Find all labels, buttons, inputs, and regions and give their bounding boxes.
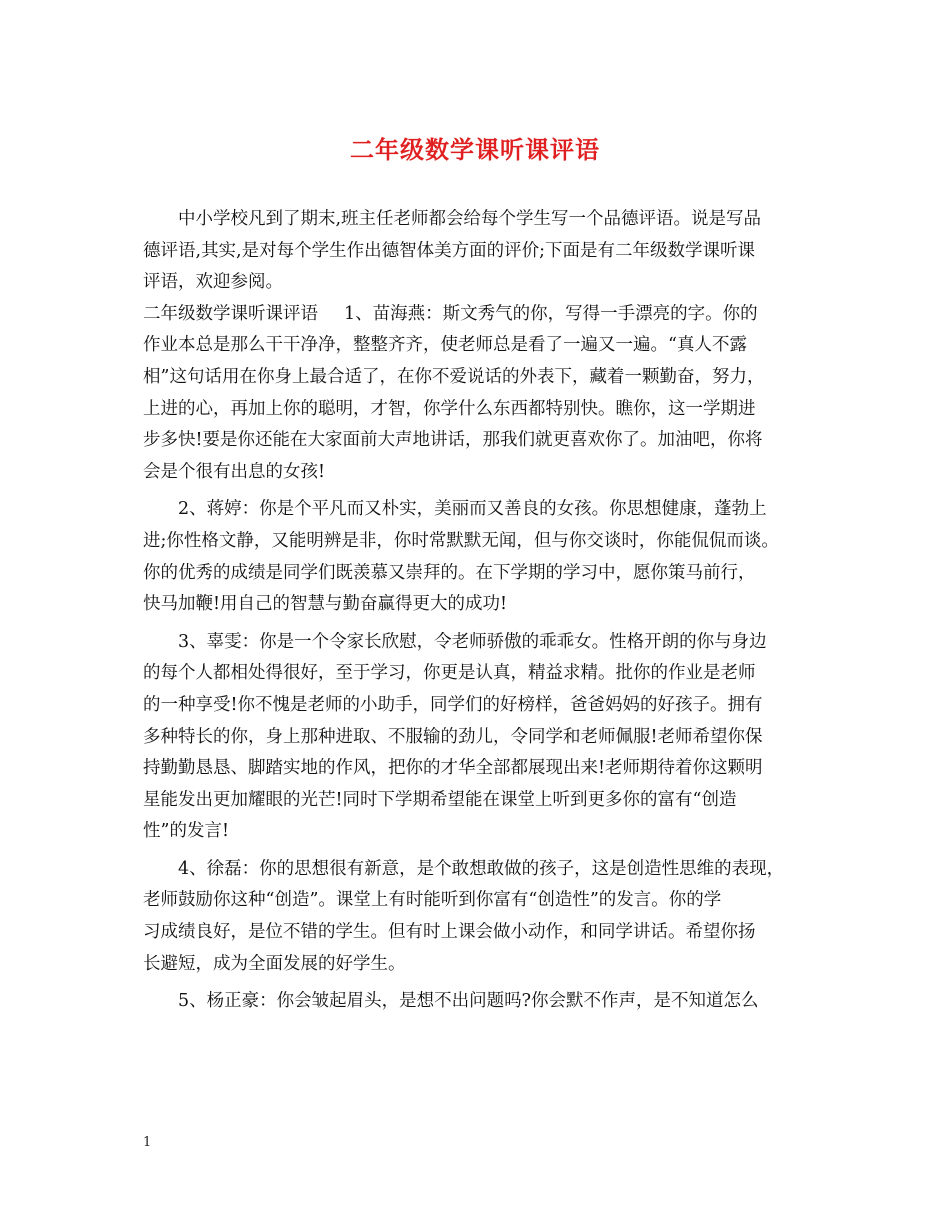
line-text: 会是个很有出息的女孩! — [143, 461, 326, 482]
line-text: 快马加鞭!用自己的智慧与勤奋赢得更大的成功! — [143, 594, 508, 615]
text-line — [143, 204, 823, 236]
text-line — [143, 236, 823, 268]
text-line — [143, 816, 823, 848]
text-line — [143, 986, 823, 1018]
line-text: 的每个人都相处得很好，至于学习，你更是认真，精益求精。批你的作业是老师 — [143, 663, 756, 684]
line-text: 中小学校凡到了期末,班主任老师都会给每个学生写一个品德评语。说是写品 — [178, 209, 762, 229]
line-text: 你的优秀的成绩是同学们既羡慕又崇拜的。在下学期的学习中，愿你策马前行， — [143, 562, 756, 583]
line-text: 星能发出更加耀眼的光芒!同时下学期希望能在课堂上听到更多你的富有“创造 — [143, 789, 737, 810]
text-line — [143, 457, 823, 489]
text-line — [143, 917, 823, 949]
line-text: 评语，欢迎参阅。 — [143, 272, 283, 293]
document-body — [143, 204, 823, 1018]
line-text: 3、辜雯：你是一个令家长欣慰，令老师骄傲的乖乖女。性格开朗的你与身边 — [178, 631, 767, 652]
line-text: 1、苗海燕：斯文秀气的你，写得一手漂亮的字。你的 — [344, 303, 758, 324]
line-text: 相”这句话用在你身上最合适了，在你不爱说话的外表下，藏着一颗勤奋，努力， — [143, 366, 765, 387]
text-line — [143, 854, 823, 886]
document-title: 二年级数学课听课评语 — [350, 135, 600, 164]
text-line — [143, 558, 823, 590]
text-line — [143, 589, 823, 621]
line-text: 多种特长的你，身上那种进取、不服输的劲儿，令同学和老师佩服!老师希望你保 — [143, 726, 763, 747]
text-line — [143, 690, 823, 722]
line-text: 习成绩良好，是位不错的学生。但有时上课会做小动作，和同学讲话。希望你扬 — [143, 922, 756, 943]
text-line — [143, 425, 823, 457]
line-text: 上进的心，再加上你的聪明，才智，你学什么东西都特别快。瞧你，这一学期进 — [143, 398, 756, 419]
text-line — [143, 494, 823, 526]
text-line — [143, 722, 823, 754]
line-text: 作业本总是那么干干净净，整整齐齐，使老师总是看了一遍又一遍。“真人不露 — [143, 335, 747, 356]
line-text: 长避短，成为全面发展的好学生。 — [143, 953, 406, 974]
line-text: 的一种享受!你不愧是老师的小助手，同学们的好榜样，爸爸妈妈的好孩子。拥有 — [143, 694, 763, 715]
text-line — [143, 753, 823, 785]
line-text: 性”的发言! — [143, 821, 229, 842]
line-text: 持勤勤恳恳、脚踏实地的作风，把你的才华全部都展现出来!老师期待着你这颗明 — [143, 758, 763, 779]
line-text: 5、杨正豪：你会皱起眉头，是想不出问题吗?你会默不作声，是不知道怎么 — [178, 991, 759, 1012]
text-line — [143, 658, 823, 690]
text-line — [143, 885, 823, 917]
line-text: 4、徐磊：你的思想很有新意，是个敢想敢做的孩子，这是创造性思维的表现， — [178, 858, 785, 879]
text-line — [143, 267, 823, 299]
line-text: 2、蒋婷：你是个平凡而又朴实，美丽而又善良的女孩。你思想健康，蓬勃上 — [178, 499, 767, 520]
text-line — [143, 299, 823, 331]
text-line — [143, 526, 823, 558]
text-line — [143, 785, 823, 817]
text-line — [143, 362, 823, 394]
text-line — [143, 394, 823, 426]
line-text: 德评语,其实,是对每个学生作出德智体美方面的评价;下面是有二年级数学课听课 — [143, 240, 756, 261]
line-text: 老师鼓励你这种“创造”。课堂上有时能听到你富有“创造性”的发言。你的学 — [143, 890, 722, 911]
section-label: 二年级数学课听课评语 — [143, 303, 318, 324]
text-line — [143, 330, 823, 362]
line-text: 进;你性格文静，又能明辨是非，你时常默默无闻，但与你交谈时，你能侃侃而谈。 — [143, 530, 779, 551]
page-number: 1 — [143, 1135, 152, 1150]
line-text: 步多快!要是你还能在大家面前大声地讲话，那我们就更喜欢你了。加油吧，你将 — [143, 430, 763, 451]
text-line — [143, 627, 823, 659]
text-line — [143, 949, 823, 981]
